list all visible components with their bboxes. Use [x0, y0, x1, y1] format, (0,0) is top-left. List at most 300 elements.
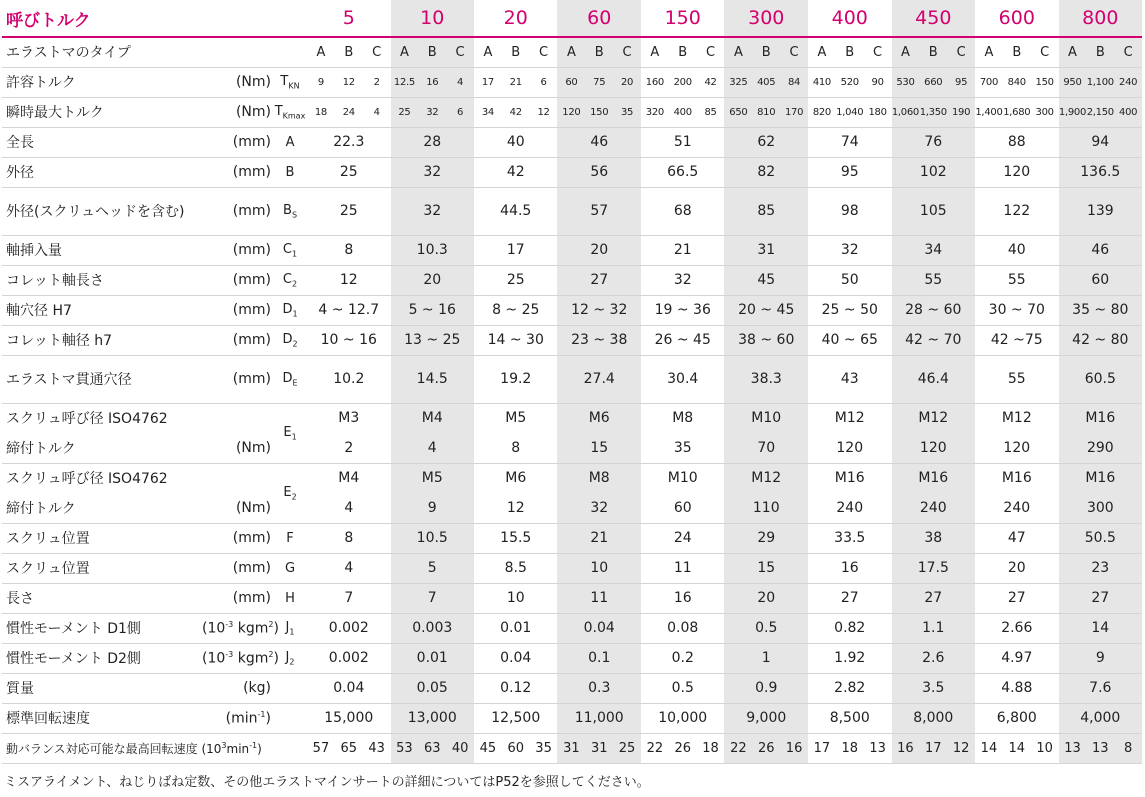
- row-unit: (mm): [202, 157, 273, 187]
- value-cell: 8: [307, 523, 390, 553]
- value-cell: 23: [1059, 553, 1143, 583]
- value-cell: 42 ~ 80: [1059, 325, 1143, 355]
- value-cell: 16: [641, 583, 725, 613]
- value-cell: 810: [752, 97, 780, 127]
- row-label: スクリュ呼び径 ISO4762: [6, 411, 168, 428]
- row-symbol: $E_2$: [273, 463, 307, 523]
- value-cell: 17.5: [892, 553, 976, 583]
- value-cell: 1: [724, 643, 808, 673]
- table-row: [2, 643, 1142, 673]
- row-unit: (mm): [202, 295, 273, 325]
- value-cell: 300: [1059, 493, 1143, 523]
- value-cell: M6: [557, 403, 640, 433]
- value-cell: 95: [947, 67, 975, 97]
- value-cell: 1,400: [975, 97, 1003, 127]
- value-cell: 0.04: [557, 613, 640, 643]
- value-cell: 20: [975, 553, 1059, 583]
- value-cell: 68: [641, 187, 725, 235]
- value-cell: 325: [724, 67, 752, 97]
- value-cell: 520: [836, 67, 864, 97]
- value-cell: 43: [808, 355, 892, 403]
- value-cell: 10 ~ 16: [307, 325, 390, 355]
- value-cell: 9: [391, 493, 474, 523]
- row-unit: (mm): [202, 235, 273, 265]
- row-symbol: $J_2$: [273, 643, 307, 673]
- row-symbol: A: [273, 127, 307, 157]
- value-cell: 31: [557, 733, 585, 763]
- row-symbol: $E_1$: [273, 403, 307, 463]
- size-header: 150: [641, 0, 725, 37]
- value-cell: 0.002: [307, 643, 390, 673]
- value-cell: C: [446, 37, 474, 67]
- value-cell: 11,000: [557, 703, 640, 733]
- row-symbol: $D_1$: [273, 295, 307, 325]
- value-cell: C: [697, 37, 725, 67]
- value-cell: 410: [808, 67, 836, 97]
- value-cell: 0.01: [391, 643, 474, 673]
- value-cell: 46.4: [892, 355, 976, 403]
- value-cell: 10,000: [641, 703, 725, 733]
- value-cell: 530: [892, 67, 920, 97]
- value-cell: 13 ~ 25: [391, 325, 474, 355]
- value-cell: 50: [808, 265, 892, 295]
- value-cell: 40 ~ 65: [808, 325, 892, 355]
- value-cell: 240: [808, 493, 892, 523]
- value-cell: A: [474, 37, 502, 67]
- value-cell: M4: [338, 470, 360, 487]
- row-unit: (mm): [202, 553, 273, 583]
- value-cell: 88: [975, 127, 1059, 157]
- value-cell: 60.5: [1059, 355, 1143, 403]
- value-cell: 32: [391, 157, 474, 187]
- value-cell: 17: [474, 67, 502, 97]
- value-cell: 10: [474, 583, 557, 613]
- value-cell: 26: [752, 733, 780, 763]
- value-cell: M12: [892, 403, 976, 433]
- value-cell: 27: [1059, 583, 1143, 613]
- value-cell: 1.92: [808, 643, 892, 673]
- value-cell: 31: [585, 733, 613, 763]
- value-cell: 35: [641, 433, 725, 463]
- value-cell: 9: [1059, 643, 1143, 673]
- row-label: 質量: [2, 673, 202, 703]
- value-cell: 46: [1059, 235, 1143, 265]
- size-header: 60: [557, 0, 640, 37]
- value-cell: 32: [391, 187, 474, 235]
- row-label: 締付トルク: [2, 493, 202, 523]
- value-cell: 47: [975, 523, 1059, 553]
- value-cell: 45: [474, 733, 502, 763]
- value-cell: 94: [1059, 127, 1143, 157]
- value-cell: 15,000: [307, 703, 390, 733]
- value-cell: 650: [724, 97, 752, 127]
- value-cell: B: [669, 37, 697, 67]
- value-cell: 4 ~ 12.7: [307, 295, 390, 325]
- value-cell: 0.5: [724, 613, 808, 643]
- value-cell: 45: [724, 265, 808, 295]
- value-cell: 4: [363, 97, 391, 127]
- value-cell: 42: [697, 67, 725, 97]
- value-cell: M16: [834, 470, 865, 487]
- value-cell: 12: [947, 733, 975, 763]
- table-row: [2, 433, 1142, 463]
- table-row: [2, 265, 1142, 295]
- value-cell: 15.5: [474, 523, 557, 553]
- value-cell: A: [724, 37, 752, 67]
- value-cell: 2.66: [975, 613, 1059, 643]
- value-cell: A: [307, 37, 335, 67]
- value-cell: M6: [505, 470, 527, 487]
- row-label: 標準回転速度: [2, 703, 202, 733]
- row-symbol: H: [273, 583, 307, 613]
- value-cell: 66.5: [641, 157, 725, 187]
- value-cell: 55: [975, 265, 1059, 295]
- row-unit: (mm): [202, 325, 273, 355]
- value-cell: 38.3: [724, 355, 808, 403]
- value-cell: 12: [307, 265, 390, 295]
- value-cell: 2: [363, 67, 391, 97]
- value-cell: 46: [557, 127, 640, 157]
- value-cell: 11: [641, 553, 725, 583]
- row-unit: (Nm): [202, 493, 273, 523]
- row-label: 瞬時最大トルク: [2, 97, 202, 127]
- value-cell: 6: [530, 67, 558, 97]
- value-cell: 14.5: [391, 355, 474, 403]
- value-cell: 40: [446, 733, 474, 763]
- value-cell: 13,000: [391, 703, 474, 733]
- value-cell: 29: [724, 523, 808, 553]
- value-cell: 12: [474, 493, 557, 523]
- row-unit: (kg): [202, 673, 273, 703]
- size-header: 20: [474, 0, 557, 37]
- row-label: 慣性モーメント D2側: [2, 643, 202, 673]
- row-unit: (Nm): [202, 97, 273, 127]
- header-row: [2, 0, 1142, 37]
- value-cell: 0.04: [474, 643, 557, 673]
- row-label: 軸挿入量: [2, 235, 202, 265]
- value-cell: 25: [613, 733, 641, 763]
- value-cell: 38: [892, 523, 976, 553]
- value-cell: B: [1086, 37, 1114, 67]
- row-label: コレット軸長さ: [2, 265, 202, 295]
- value-cell: 4,000: [1059, 703, 1143, 733]
- value-cell: 31: [724, 235, 808, 265]
- value-cell: 57: [557, 187, 640, 235]
- value-cell: M10: [667, 470, 698, 487]
- value-cell: 11: [557, 583, 640, 613]
- value-cell: 180: [864, 97, 892, 127]
- value-cell: 0.82: [808, 613, 892, 643]
- value-cell: 35: [613, 97, 641, 127]
- value-cell: A: [1059, 37, 1087, 67]
- row-unit: (mm): [202, 523, 273, 553]
- row-symbol: $B_S$: [273, 187, 307, 235]
- value-cell: 75: [585, 67, 613, 97]
- value-cell: 8 ~ 25: [474, 295, 557, 325]
- value-cell: 13: [864, 733, 892, 763]
- value-cell: M5: [505, 410, 527, 427]
- value-cell: 18: [836, 733, 864, 763]
- value-cell: 21: [641, 235, 725, 265]
- value-cell: M8: [557, 463, 640, 493]
- value-cell: 0.12: [474, 673, 557, 703]
- value-cell: 90: [864, 67, 892, 97]
- value-cell: 8: [1114, 733, 1142, 763]
- value-cell: 0.2: [641, 643, 725, 673]
- value-cell: 840: [1003, 67, 1031, 97]
- value-cell: 7: [307, 583, 390, 613]
- value-cell: A: [641, 37, 669, 67]
- value-cell: 27.4: [557, 355, 640, 403]
- value-cell: 38 ~ 60: [724, 325, 808, 355]
- value-cell: A: [892, 37, 920, 67]
- row-unit: ($10^{-3}$ kgm$^2$): [202, 613, 273, 643]
- value-cell: 44.5: [474, 187, 557, 235]
- value-cell: 22: [724, 733, 752, 763]
- value-cell: 32: [808, 235, 892, 265]
- table-row: [2, 37, 1142, 67]
- value-cell: 70: [724, 433, 808, 463]
- value-cell: 28 ~ 60: [892, 295, 976, 325]
- value-cell: 34: [892, 235, 976, 265]
- value-cell: 122: [975, 187, 1059, 235]
- value-cell: 14: [975, 733, 1003, 763]
- table-row: [2, 157, 1142, 187]
- row-unit: ($10^{-3}$ kgm$^2$): [202, 643, 273, 673]
- value-cell: 60: [502, 733, 530, 763]
- value-cell: 7: [391, 583, 474, 613]
- value-cell: 23 ~ 38: [557, 325, 640, 355]
- value-cell: 25: [474, 265, 557, 295]
- value-cell: B: [335, 37, 363, 67]
- value-cell: 10: [1031, 733, 1059, 763]
- value-cell: 17: [474, 235, 557, 265]
- value-cell: 50.5: [1059, 523, 1143, 553]
- row-symbol: [273, 673, 307, 703]
- value-cell: A: [808, 37, 836, 67]
- value-cell: 200: [669, 67, 697, 97]
- value-cell: A: [557, 37, 585, 67]
- value-cell: 32: [641, 265, 725, 295]
- value-cell: 1,060: [892, 97, 920, 127]
- value-cell: 4: [307, 553, 390, 583]
- value-cell: 9,000: [724, 703, 808, 733]
- table-row: [2, 127, 1142, 157]
- value-cell: 0.9: [724, 673, 808, 703]
- row-symbol: $C_1$: [273, 235, 307, 265]
- value-cell: C: [1031, 37, 1059, 67]
- value-cell: 98: [808, 187, 892, 235]
- value-cell: 17: [808, 733, 836, 763]
- value-cell: 1,350: [919, 97, 947, 127]
- value-cell: 0.1: [557, 643, 640, 673]
- value-cell: 21: [557, 523, 640, 553]
- size-header: 600: [975, 0, 1059, 37]
- value-cell: 33.5: [808, 523, 892, 553]
- row-unit: [202, 403, 273, 433]
- value-cell: 15: [724, 553, 808, 583]
- row-symbol: $T_{KN}$: [273, 67, 307, 97]
- value-cell: 26 ~ 45: [641, 325, 725, 355]
- value-cell: 290: [1059, 433, 1143, 463]
- value-cell: 14: [1003, 733, 1031, 763]
- row-unit: (mm): [202, 187, 273, 235]
- value-cell: M8: [672, 410, 694, 427]
- table-row: [2, 355, 1142, 403]
- size-header: 450: [892, 0, 976, 37]
- value-cell: 14: [1059, 613, 1143, 643]
- row-symbol: $D_2$: [273, 325, 307, 355]
- value-cell: 150: [1031, 67, 1059, 97]
- value-cell: 4: [446, 67, 474, 97]
- row-label: 全長: [2, 127, 202, 157]
- value-cell: 24: [335, 97, 363, 127]
- value-cell: 0.3: [557, 673, 640, 703]
- table-row: [2, 187, 1142, 235]
- value-cell: 40: [474, 127, 557, 157]
- value-cell: C: [530, 37, 558, 67]
- row-symbol: $D_E$: [273, 355, 307, 403]
- value-cell: C: [1114, 37, 1142, 67]
- value-cell: C: [780, 37, 808, 67]
- row-label: 締付トルク: [2, 433, 202, 463]
- value-cell: 20: [724, 583, 808, 613]
- row-symbol: $T_{Kmax}$: [273, 97, 307, 127]
- table-row: [2, 613, 1142, 643]
- value-cell: 12 ~ 32: [557, 295, 640, 325]
- value-cell: 3.5: [892, 673, 976, 703]
- size-header: 5: [307, 0, 390, 37]
- row-symbol: [273, 703, 307, 733]
- value-cell: 10.3: [391, 235, 474, 265]
- value-cell: M16: [892, 463, 976, 493]
- footnote: ミスアライメント、ねじりばね定数、その他エラストマインサートの詳細についてはP52を参照してください。: [4, 775, 650, 790]
- value-cell: 21: [502, 67, 530, 97]
- value-cell: 51: [641, 127, 725, 157]
- value-cell: 82: [724, 157, 808, 187]
- row-label: 外径(スクリュヘッドを含む): [2, 187, 202, 235]
- row-label: 動バランス対応可能な最高回転速度 $(10^3\min^{-1})$: [2, 733, 307, 763]
- value-cell: 1,040: [836, 97, 864, 127]
- value-cell: 10.5: [391, 523, 474, 553]
- value-cell: 12.5: [391, 67, 419, 97]
- value-cell: 190: [947, 97, 975, 127]
- value-cell: 700: [975, 67, 1003, 97]
- value-cell: 139: [1059, 187, 1143, 235]
- value-cell: 18: [307, 97, 335, 127]
- table-row: [2, 295, 1142, 325]
- value-cell: B: [752, 37, 780, 67]
- value-cell: 62: [724, 127, 808, 157]
- value-cell: 110: [724, 493, 808, 523]
- row-symbol: B: [273, 157, 307, 187]
- value-cell: 120: [975, 433, 1059, 463]
- value-cell: C: [864, 37, 892, 67]
- value-cell: A: [391, 37, 419, 67]
- value-cell: 60: [1059, 265, 1143, 295]
- row-unit: [202, 463, 273, 493]
- value-cell: 950: [1059, 67, 1087, 97]
- value-cell: 136.5: [1059, 157, 1143, 187]
- value-cell: 8,000: [892, 703, 976, 733]
- value-cell: C: [947, 37, 975, 67]
- value-cell: 35 ~ 80: [1059, 295, 1143, 325]
- page-title: 呼びトルク: [2, 0, 307, 37]
- value-cell: 2.6: [892, 643, 976, 673]
- value-cell: 27: [557, 265, 640, 295]
- value-cell: 4: [307, 493, 390, 523]
- row-label: 許容トルク: [2, 67, 202, 97]
- value-cell: 22.3: [307, 127, 390, 157]
- value-cell: 0.08: [641, 613, 725, 643]
- value-cell: C: [613, 37, 641, 67]
- value-cell: 105: [892, 187, 976, 235]
- value-cell: 20: [391, 265, 474, 295]
- value-cell: 74: [808, 127, 892, 157]
- value-cell: 26: [669, 733, 697, 763]
- value-cell: 2: [307, 433, 390, 463]
- value-cell: 0.002: [307, 613, 390, 643]
- table-row: [2, 493, 1142, 523]
- value-cell: 42 ~ 70: [892, 325, 976, 355]
- value-cell: 18: [697, 733, 725, 763]
- value-cell: 42: [502, 97, 530, 127]
- value-cell: 6,800: [975, 703, 1059, 733]
- size-header: 300: [724, 0, 808, 37]
- value-cell: 2.82: [808, 673, 892, 703]
- value-cell: 95: [808, 157, 892, 187]
- value-cell: 120: [892, 433, 976, 463]
- value-cell: 2,150: [1086, 97, 1114, 127]
- value-cell: 0.5: [641, 673, 725, 703]
- value-cell: 42 ~75: [975, 325, 1059, 355]
- value-cell: M4: [391, 403, 474, 433]
- row-label: エラストマのタイプ: [2, 37, 202, 67]
- value-cell: 20: [557, 235, 640, 265]
- value-cell: 10.2: [307, 355, 390, 403]
- size-header: 10: [391, 0, 474, 37]
- value-cell: C: [363, 37, 391, 67]
- value-cell: M12: [1001, 410, 1032, 427]
- value-cell: M12: [834, 410, 865, 427]
- table-row: [2, 553, 1142, 583]
- row-unit: (mm): [202, 583, 273, 613]
- value-cell: 85: [724, 187, 808, 235]
- value-cell: 53: [391, 733, 419, 763]
- value-cell: M12: [724, 463, 808, 493]
- value-cell: 55: [975, 355, 1059, 403]
- value-cell: 14 ~ 30: [474, 325, 557, 355]
- value-cell: 820: [808, 97, 836, 127]
- value-cell: 10: [557, 553, 640, 583]
- value-cell: 16: [892, 733, 920, 763]
- value-cell: 5: [391, 553, 474, 583]
- table-row: [2, 673, 1142, 703]
- value-cell: 240: [892, 493, 976, 523]
- row-symbol: G: [273, 553, 307, 583]
- value-cell: 1,900: [1059, 97, 1087, 127]
- value-cell: 170: [780, 97, 808, 127]
- row-label: 慣性モーメント D1側: [2, 613, 202, 643]
- value-cell: 320: [641, 97, 669, 127]
- row-label: スクリュ位置: [2, 523, 202, 553]
- value-cell: 4.97: [975, 643, 1059, 673]
- value-cell: 150: [585, 97, 613, 127]
- value-cell: 300: [1031, 97, 1059, 127]
- value-cell: 60: [557, 67, 585, 97]
- value-cell: A: [975, 37, 1003, 67]
- row-unit: (Nm): [202, 433, 273, 463]
